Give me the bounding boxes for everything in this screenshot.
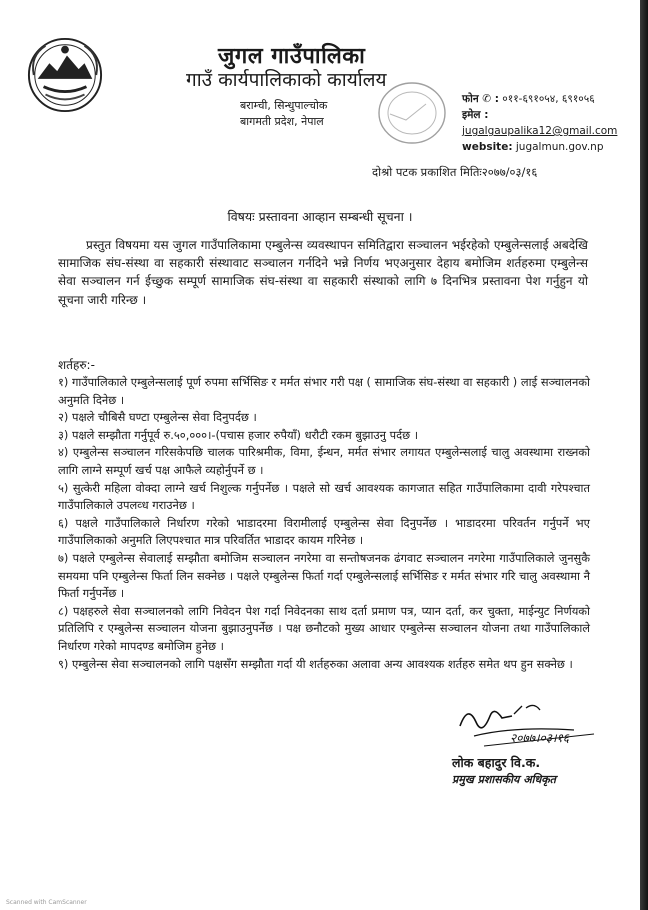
term-item: ९) एम्बुलेन्स सेवा सञ्चालनको लागि पक्षसँग सम्झौता गर्दा यी शर्तहरुका अलावा अन्य आवश्यक शर्तहरु समेत थप हुन सक्नेछ । bbox=[58, 656, 573, 671]
handwritten-signature bbox=[454, 696, 604, 752]
signature-date: २०७७।०३।१६ bbox=[510, 731, 570, 745]
scan-edge-strip bbox=[640, 0, 648, 910]
signer-title: प्रमुख प्रशासकीय अधिकृत bbox=[452, 773, 556, 786]
address-line-1: बराम्ची, सिन्धुपाल्चोक bbox=[240, 99, 328, 112]
publication-date: दोश्रो पटक प्रकाशित मितिः२०७७/०३/१६ bbox=[372, 165, 538, 179]
phone-label: फोन ✆ : bbox=[462, 93, 499, 105]
term-item: १) गाउँपालिकाले एम्बुलेन्सलाई पूर्ण रुपमा सर्भिसिङ र मर्मत संभार गरी पक्ष ( सामाजिक संघ-संस्था वा सहकारी ) लाई सञ्चालनको अनुमति दिनेछ । bbox=[58, 375, 590, 407]
term-item: ४) एम्बुलेन्स सञ्चालन गरिसकेपछि चालक पारिश्रमीक, विमा, ईन्धन, मर्मत संभार लगायत एम्बुलेन्सलाई चालु अवस्थामा राख्नको लागि लाग्ने सम्पूर्ण खर्च पक्ष आफैले व्यहोर्नुपर्ने छ । bbox=[58, 445, 590, 477]
office-subtitle: गाउँ कार्यपालिकाको कार्यालय bbox=[186, 69, 387, 91]
term-item: ७) पक्षले एम्बुलेन्स सेवालाई सम्झौता बमोजिम सञ्चालन नगरेमा वा सन्तोषजनक ढंगवाट सञ्चालन नगरेमा गाउँपालिकाले जुनसुकै समयमा पनि एम्बुलेन्स फिर्ता लिन सक्नेछ । पक्षले एम्बुलेन्स फिर्ता गर्दा एम्बुलेन्सलाई सर्भिसिङ र मर्मत संभार गरि चालु अवस्थामा नै फिर्ता गर्नुपर्नेछ । bbox=[58, 550, 590, 601]
website-link[interactable]: jugalmun.gov.np bbox=[515, 141, 604, 153]
term-item: ३) पक्षले सम्झौता गर्नुपूर्व रु.५०,०००।-(पचास हजार रुपैयाँ) धरौटी रकम बुझाउनु पर्दछ । bbox=[58, 427, 419, 442]
signer-name: लोक बहादुर वि.क. bbox=[452, 755, 541, 770]
email-link[interactable]: jugalgaupalika12@gmail.com bbox=[462, 125, 618, 137]
office-title: जुगल गाउँपालिका bbox=[218, 44, 366, 69]
address-line-2: बागमती प्रदेश, नेपाल bbox=[240, 115, 324, 128]
phone-row bbox=[462, 91, 640, 107]
email-label: इमेल : bbox=[462, 109, 489, 121]
term-item: ५) सुत्केरी महिला वोक्दा लाग्ने खर्च निशुल्क गर्नुपर्नेछ । पक्षले सो खर्च आवश्यक कागजात सहित गाउँपालिकामा दावी गरेपश्चात गाउँपालिकाले उपलव्ध गराउनेछ । bbox=[58, 480, 590, 513]
term-item: २) पक्षले चौबिसै घण्टा एम्बुलेन्स सेवा दिनुपर्दछ । bbox=[58, 410, 257, 425]
contact-block bbox=[462, 91, 640, 155]
scanner-watermark: Scanned with CamScanner bbox=[6, 899, 87, 906]
terms-list bbox=[58, 374, 590, 673]
term-item: ८) पक्षहरुले सेवा सञ्चालनको लागि निवेदन पेश गर्दा निवेदनका साथ दर्ता प्रमाण पत्र, प्यान दर्ता, कर चुक्ता, माईन्युट निर्णयको प्रतिलिपि र एम्बुलेन्स सञ्चालन योजना बुझाउनुपर्नेछ । पक्ष छनौटको मुख्य आधार एम्बुलेन्स सञ्चालन योजना तथा गाउँपालिकाले निर्धारण गरेको मापदण्ड बमोजिम हुनेछ । bbox=[58, 603, 590, 653]
notice-intro: प्रस्तुत विषयमा यस जुगल गाउँपालिकामा एम्बुलेन्स व्यवस्थापन समितिद्वारा सञ्चालन भईरहेको एम्बुलेन्सलाई अबदेखि सामाजिक संघ-संस्था वा सहकारी संस्थावाट सञ्चालन गर्नदिने भन्ने निर्णय भएअनुसार देहाय बमोजिम शर्तहरुमा एम्बुलेन्स सेवा सञ्चालन गर्न ईच्छुक सम्पूर्ण सामाजिक संघ-संस्था वा सहकारी संस्थाको लागि ७ दिनभित्र प्रस्तावना पेश गर्नुहुन यो सूचना जारी गरिन्छ । bbox=[58, 238, 588, 307]
terms-heading: शर्तहरु:- bbox=[58, 358, 95, 372]
phone-value: ०११-६९१०५४, ६९१०५६ bbox=[502, 93, 595, 105]
website-label: website: bbox=[462, 141, 513, 153]
email-row bbox=[462, 107, 640, 139]
website-row bbox=[462, 139, 640, 155]
office-stamp bbox=[376, 80, 448, 146]
term-item: ६) पक्षले गाउँपालिकाले निर्धारण गरेको भाडादरमा विरामीलाई एम्बुलेन्स सेवा दिनुपर्नेछ । भाडादरमा परिवर्तन गर्नुपर्ने भए गाउँपालिकाको अनुमति लिएपश्चात मात्र परिवर्तित भाडादर कायम गरिनेछ । bbox=[58, 515, 590, 548]
nepal-emblem-logo bbox=[26, 36, 104, 114]
notice-subject: विषयः प्रस्तावना आव्हान सम्बन्धी सूचना । bbox=[227, 209, 413, 224]
